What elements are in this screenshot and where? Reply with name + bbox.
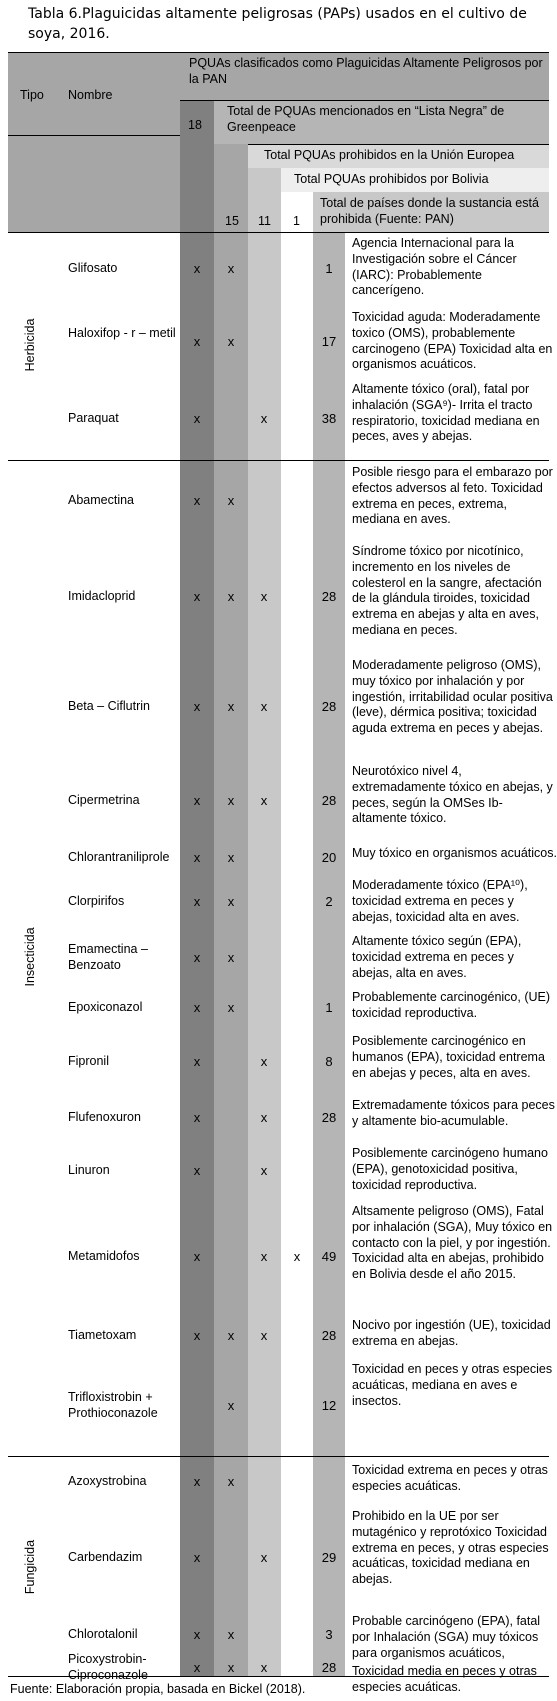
countries-count: 12 bbox=[321, 1398, 337, 1413]
row-name: Glifosato bbox=[68, 261, 118, 275]
mark-pan: x bbox=[193, 411, 201, 426]
mark-ue: x bbox=[260, 1110, 268, 1125]
mark-pan: x bbox=[193, 950, 201, 965]
mark-ue: x bbox=[260, 589, 268, 604]
mark-ue: x bbox=[260, 1328, 268, 1343]
countries-count: 38 bbox=[321, 411, 337, 426]
row-description: Posiblemente carcinogénico en humanos (EPA), toxicidad entrema en abejas y peces, alta en aves. bbox=[352, 1034, 545, 1080]
mark-greenpeace: x bbox=[227, 894, 235, 909]
row-description: Toxicidad en peces y otras especies acuáticas, mediana en aves e insectos. bbox=[352, 1362, 553, 1408]
mark-ue: x bbox=[260, 1163, 268, 1178]
header-ue-count: 11 bbox=[258, 214, 271, 228]
row-description: Moderadamente tóxico (EPA¹⁰), toxicidad extrema en peces y abejas, toxicidad alta en aves. bbox=[352, 878, 528, 924]
header-rule-left bbox=[8, 135, 180, 136]
row-name: Flufenoxuron bbox=[68, 1110, 141, 1124]
row-name: Chlorantraniliprole bbox=[68, 850, 170, 864]
mark-ue: x bbox=[260, 1549, 268, 1565]
mark-greenpeace: x bbox=[227, 589, 235, 604]
header-greenpeace-count: 15 bbox=[225, 214, 239, 228]
row-name: Picoxystrobin- Ciproconazole bbox=[68, 1652, 148, 1682]
group-rule-insecticida bbox=[8, 460, 549, 461]
mark-pan: x bbox=[193, 1328, 201, 1343]
row-description: Toxicidad media en peces y otras especies acuáticas. bbox=[352, 1664, 537, 1694]
mark-greenpeace: x bbox=[227, 1474, 235, 1489]
header-bottom-rule bbox=[8, 232, 549, 233]
row-name: Linuron bbox=[68, 1163, 110, 1177]
group-label-fungicida: Fungicida bbox=[23, 1539, 37, 1594]
countries-count: 1 bbox=[325, 1000, 333, 1015]
row-description: Neurotóxico nivel 4, extremadamente tóxico en abejas, y peces, según la OMSes Ib-altamente tóxico. bbox=[352, 764, 553, 826]
header-pan-count: 18 bbox=[188, 118, 202, 132]
mark-pan: x bbox=[193, 1474, 201, 1489]
table-source-note: Fuente: Elaboración propia, basada en Bickel (2018). bbox=[10, 1682, 306, 1696]
header-bolivia: Total PQUAs prohibidos por Bolivia bbox=[294, 172, 489, 186]
mark-greenpeace: x bbox=[227, 1000, 235, 1015]
row-name: Epoxiconazol bbox=[68, 1000, 143, 1014]
row-name: Chlorotalonil bbox=[68, 1627, 138, 1641]
row-description: Toxicidad extrema en peces y otras especies acuáticas. bbox=[352, 1463, 548, 1493]
header-countries: Total de países donde la sustancia está prohibida (Fuente: PAN) bbox=[320, 196, 539, 226]
countries-count: 3 bbox=[325, 1627, 333, 1642]
mark-greenpeace: x bbox=[227, 1627, 235, 1642]
mark-pan: x bbox=[193, 1054, 201, 1069]
header-pan: PQUAs clasificados como Plaguicidas Altamente Peligrosos por la PAN bbox=[189, 56, 543, 86]
row-name: Clorpirifos bbox=[68, 894, 125, 908]
row-name: Cipermetrina bbox=[68, 793, 140, 807]
mark-pan: x bbox=[193, 894, 201, 909]
mark-greenpeace: x bbox=[227, 699, 235, 714]
row-description: Nocivo por ingestión (UE), toxicidad extrema en abejas. bbox=[352, 1318, 551, 1348]
mark-greenpeace: x bbox=[227, 850, 235, 865]
row-name: Trifloxistrobin + Prothioconazole bbox=[68, 1390, 158, 1420]
group-label-herbicida: Herbicida bbox=[23, 318, 37, 372]
mark-ue: x bbox=[260, 793, 268, 808]
col-bg-bolivia bbox=[281, 192, 313, 1676]
countries-count: 49 bbox=[321, 1249, 337, 1264]
mark-ue: x bbox=[260, 1660, 268, 1675]
row-description: Muy tóxico en organismos acuáticos. bbox=[352, 846, 557, 860]
row-description: Altamente tóxico según (EPA), toxicidad extrema en peces y abejas, alta en aves. bbox=[352, 934, 522, 980]
mark-pan: x bbox=[193, 793, 201, 808]
mark-ue: x bbox=[260, 1249, 268, 1264]
row-name: Abamectina bbox=[68, 492, 135, 507]
row-description: Prohibido en la UE por ser mutagénico y reprotóxico Toxicidad extrema en peces, y otras especies acuáticas, toxicidad mediana en abejas. bbox=[352, 1509, 549, 1587]
row-description: Probable carcinógeno (EPA), fatal por Inhalación (SGA) muy tóxicos para organismos acuáticos, bbox=[352, 1614, 541, 1660]
countries-count: 28 bbox=[321, 1328, 337, 1343]
table-top-rule bbox=[8, 52, 549, 53]
col-bg-ue bbox=[248, 144, 281, 1676]
mark-pan: x bbox=[193, 1000, 201, 1015]
countries-count: 2 bbox=[325, 894, 333, 909]
row-name: Carbendazim bbox=[68, 1549, 143, 1564]
group-rule-fungicida bbox=[8, 1456, 549, 1457]
row-name: Fipronil bbox=[68, 1054, 109, 1068]
row-name: Emamectina – Benzoato bbox=[68, 942, 148, 972]
row-description: Posible riesgo para el embarazo por efectos adversos al feto. Toxicidad extrema en peces, extrema, mediana en aves. bbox=[352, 465, 553, 527]
row-description: Probablemente carcinogénico, (UE) toxicidad reproductiva. bbox=[352, 990, 551, 1020]
mark-greenpeace: x bbox=[227, 793, 235, 808]
row-description: Agencia Internacional para la Investigación sobre el Cáncer (IARC): Probablemente cancerígeno. bbox=[352, 236, 517, 298]
row-description: Moderadamente peligroso (OMS), muy tóxico por inhalación y por ingestión, irritabilidad ocular positiva (leve), dérmica positiva; toxicidad aguda extrema en peces y abejas. bbox=[352, 658, 553, 736]
header-rule-2 bbox=[248, 144, 549, 145]
mark-greenpeace: x bbox=[227, 1660, 235, 1675]
row-description: Altamente tóxico (oral), fatal por inhalación (SGA⁹)- Irrita el tracto respiratorio, toxicidad mediana en peces, aves y abejas. bbox=[352, 382, 540, 444]
row-name: Haloxifop - r – metil bbox=[68, 326, 176, 340]
row-name: Imidacloprid bbox=[68, 589, 136, 603]
header-bg-left bbox=[8, 52, 180, 232]
countries-count: 28 bbox=[321, 793, 337, 808]
mark-greenpeace: x bbox=[227, 1328, 235, 1343]
mark-ue: x bbox=[260, 699, 268, 714]
mark-greenpeace: x bbox=[227, 492, 235, 508]
header-tipo: Tipo bbox=[20, 88, 44, 102]
header-greenpeace: Total de PQUAs mencionados en “Lista Negra” de Greenpeace bbox=[227, 104, 505, 134]
mark-pan: x bbox=[193, 492, 201, 508]
header-nombre: Nombre bbox=[68, 88, 113, 102]
mark-pan: x bbox=[193, 1627, 201, 1642]
row-description: Toxicidad aguda: Moderadamente toxico (OMS), probablemente carcinogeno (EPA) Toxicidad alta en organismos acuáticos. bbox=[352, 310, 553, 372]
countries-count: 28 bbox=[321, 589, 337, 604]
mark-pan: x bbox=[193, 589, 201, 604]
row-name: Tiametoxam bbox=[68, 1328, 137, 1342]
countries-count: 29 bbox=[321, 1549, 337, 1565]
header-rule-1 bbox=[180, 100, 549, 101]
countries-count: 20 bbox=[321, 850, 337, 865]
mark-greenpeace: x bbox=[227, 261, 235, 276]
mark-pan: x bbox=[193, 1163, 201, 1178]
mark-greenpeace: x bbox=[227, 1398, 235, 1413]
row-description: Posiblemente carcinógeno humano (EPA), genotoxicidad positiva, toxicidad reproductiva. bbox=[352, 1146, 548, 1192]
table-number: Tabla 6. bbox=[28, 6, 82, 22]
countries-count: 28 bbox=[321, 1110, 337, 1125]
mark-pan: x bbox=[193, 1660, 201, 1675]
mark-greenpeace: x bbox=[227, 950, 235, 965]
row-name: Paraquat bbox=[68, 411, 119, 425]
header-ue: Total PQUAs prohibidos en la Unión Europea bbox=[264, 148, 515, 162]
mark-pan: x bbox=[193, 1549, 201, 1565]
mark-pan: x bbox=[193, 850, 201, 865]
row-description: Extremadamente tóxicos para peces y altamente bio-acumulable. bbox=[352, 1098, 555, 1128]
header-bolivia-count: 1 bbox=[293, 214, 300, 228]
mark-pan: x bbox=[193, 699, 201, 714]
row-name: Metamidofos bbox=[68, 1249, 140, 1263]
countries-count: 28 bbox=[321, 699, 337, 714]
mark-pan: x bbox=[193, 261, 201, 276]
countries-count: 17 bbox=[321, 334, 337, 349]
mark-pan: x bbox=[193, 334, 201, 349]
row-description: Altsamente peligroso (OMS), Fatal por inhalación (SGA), Muy tóxico en contacto con la piel, y por ingestión. Toxicidad alta en abejas, prohibido en Bolivia desde el año 2015. bbox=[352, 1204, 553, 1282]
countries-count: 1 bbox=[325, 261, 333, 276]
row-name: Beta – Ciflutrin bbox=[68, 699, 150, 713]
mark-bolivia: x bbox=[293, 1249, 301, 1264]
mark-pan: x bbox=[193, 1110, 201, 1125]
mark-ue: x bbox=[260, 1054, 268, 1069]
group-label-insecticida: Insecticida bbox=[23, 926, 37, 987]
table-title-text: Plaguicidas altamente peligrosas (PAPs) usados en el cultivo de soya, 2016. bbox=[28, 6, 527, 42]
countries-count: 8 bbox=[325, 1054, 333, 1069]
row-name: Azoxystrobina bbox=[68, 1474, 147, 1488]
mark-greenpeace: x bbox=[227, 334, 235, 349]
row-description: Síndrome tóxico por nicotínico, incremento en los niveles de colesterol en la sangre, afectación de la glándula tiroides, toxicidad extrema en abejas y alta en aves, mediana en peces. bbox=[352, 544, 542, 637]
mark-pan: x bbox=[193, 1249, 201, 1264]
mark-ue: x bbox=[260, 411, 268, 426]
countries-count: 28 bbox=[321, 1660, 337, 1675]
